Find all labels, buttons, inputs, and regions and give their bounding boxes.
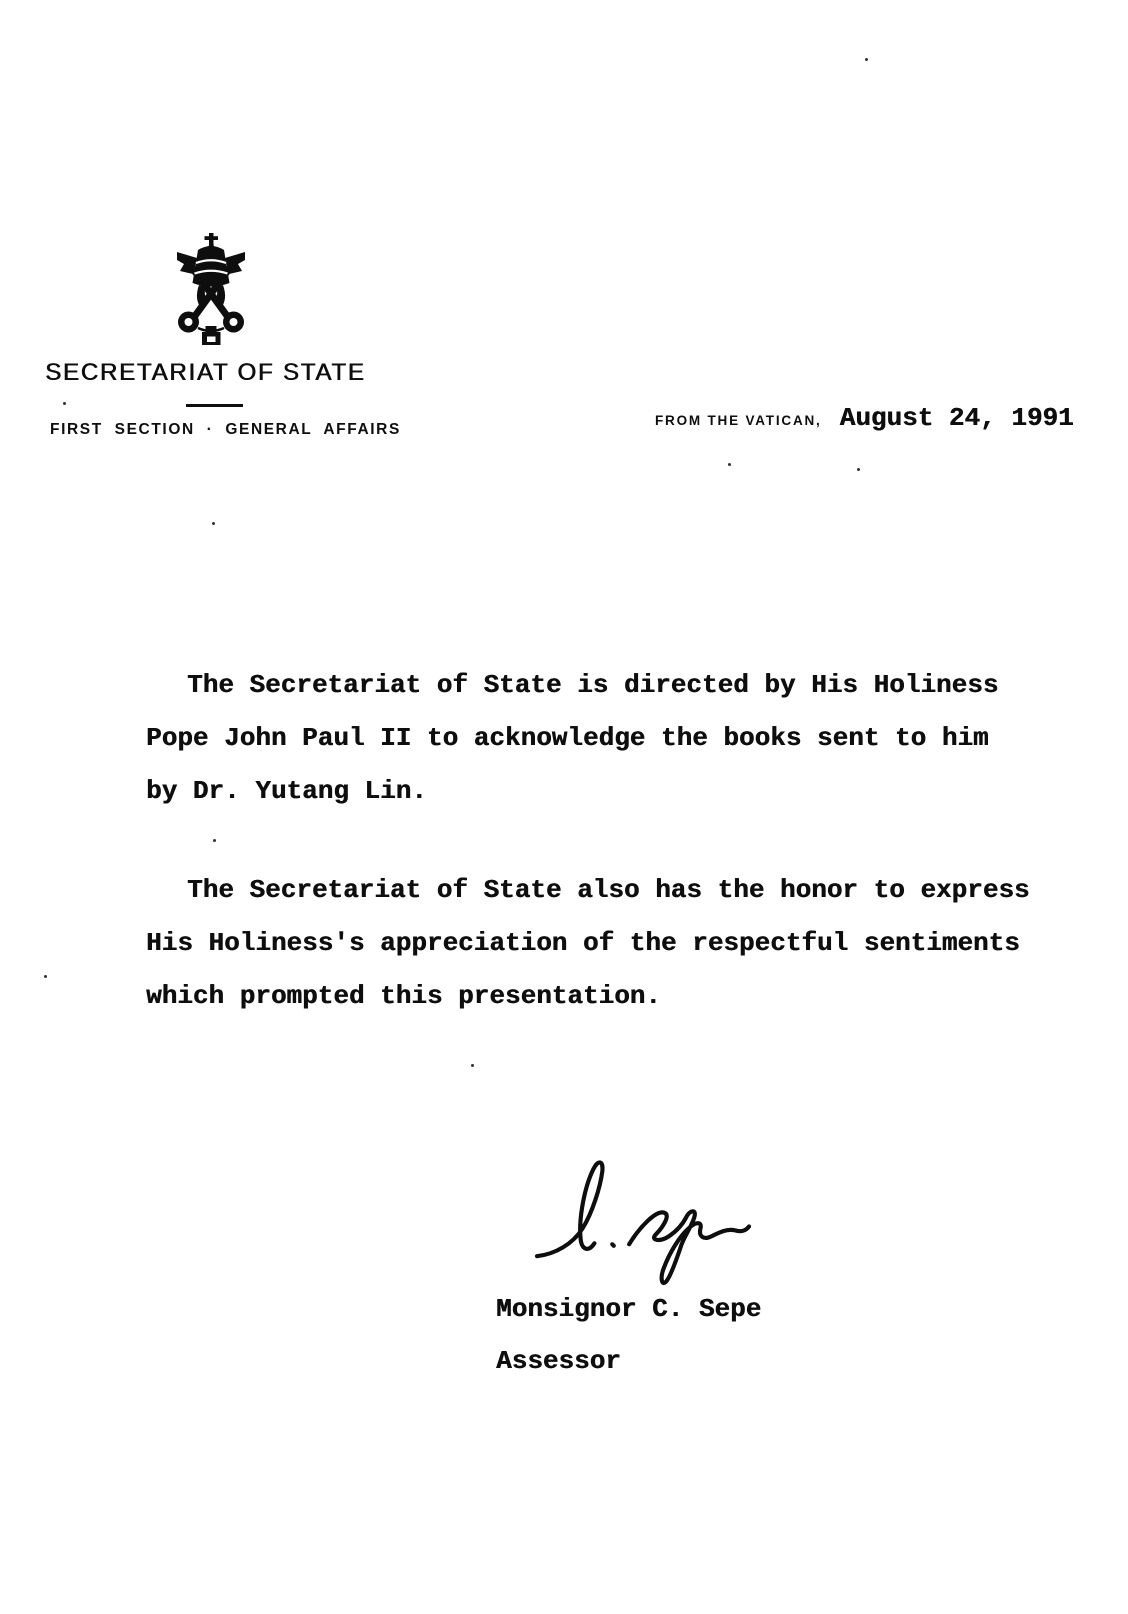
- text-line: which prompted this presentation.: [146, 981, 661, 1011]
- vatican-emblem: [172, 233, 252, 345]
- text-line: Pope John Paul II to acknowledge the books sent to him: [146, 723, 989, 753]
- dateline: [655, 403, 1074, 433]
- signature-image: [533, 1153, 751, 1287]
- scan-speck: [212, 522, 215, 525]
- scan-speck: [728, 463, 731, 466]
- scan-speck: [857, 468, 860, 471]
- signer-title: Assessor: [496, 1346, 621, 1376]
- scan-speck: [865, 58, 868, 61]
- signer-name: Monsignor C. Sepe: [496, 1294, 762, 1324]
- text-line: His Holiness's appreciation of the respectful sentiments: [146, 928, 1020, 958]
- scan-speck: [44, 975, 47, 978]
- scan-speck: [471, 1064, 474, 1067]
- text-line: by Dr. Yutang Lin.: [146, 776, 427, 806]
- from-vatican-label: FROM THE VATICAN,: [655, 413, 822, 428]
- emblem-pedestal: [202, 326, 221, 345]
- signature-dot: [612, 1244, 613, 1245]
- org-title: SECRETARIAT OF STATE: [45, 359, 366, 386]
- scan-speck: [63, 402, 66, 405]
- scan-speck: [213, 839, 216, 842]
- paragraph-1: [146, 659, 1096, 818]
- section-subtitle: FIRST SECTION · GENERAL AFFAIRS: [50, 421, 401, 438]
- signer-block: [496, 1283, 761, 1387]
- paragraph-2: [146, 864, 1096, 1023]
- text-line: The Secretariat of State is directed by His Holiness: [187, 670, 999, 700]
- letter-date: August 24, 1991: [839, 403, 1074, 433]
- signature-initial-stroke: [537, 1162, 603, 1256]
- text-line: The Secretariat of State also has the honor to express: [187, 875, 1030, 905]
- signature-surname-stroke: [629, 1211, 749, 1283]
- letter-body: [146, 659, 1096, 1023]
- title-divider: [186, 404, 243, 407]
